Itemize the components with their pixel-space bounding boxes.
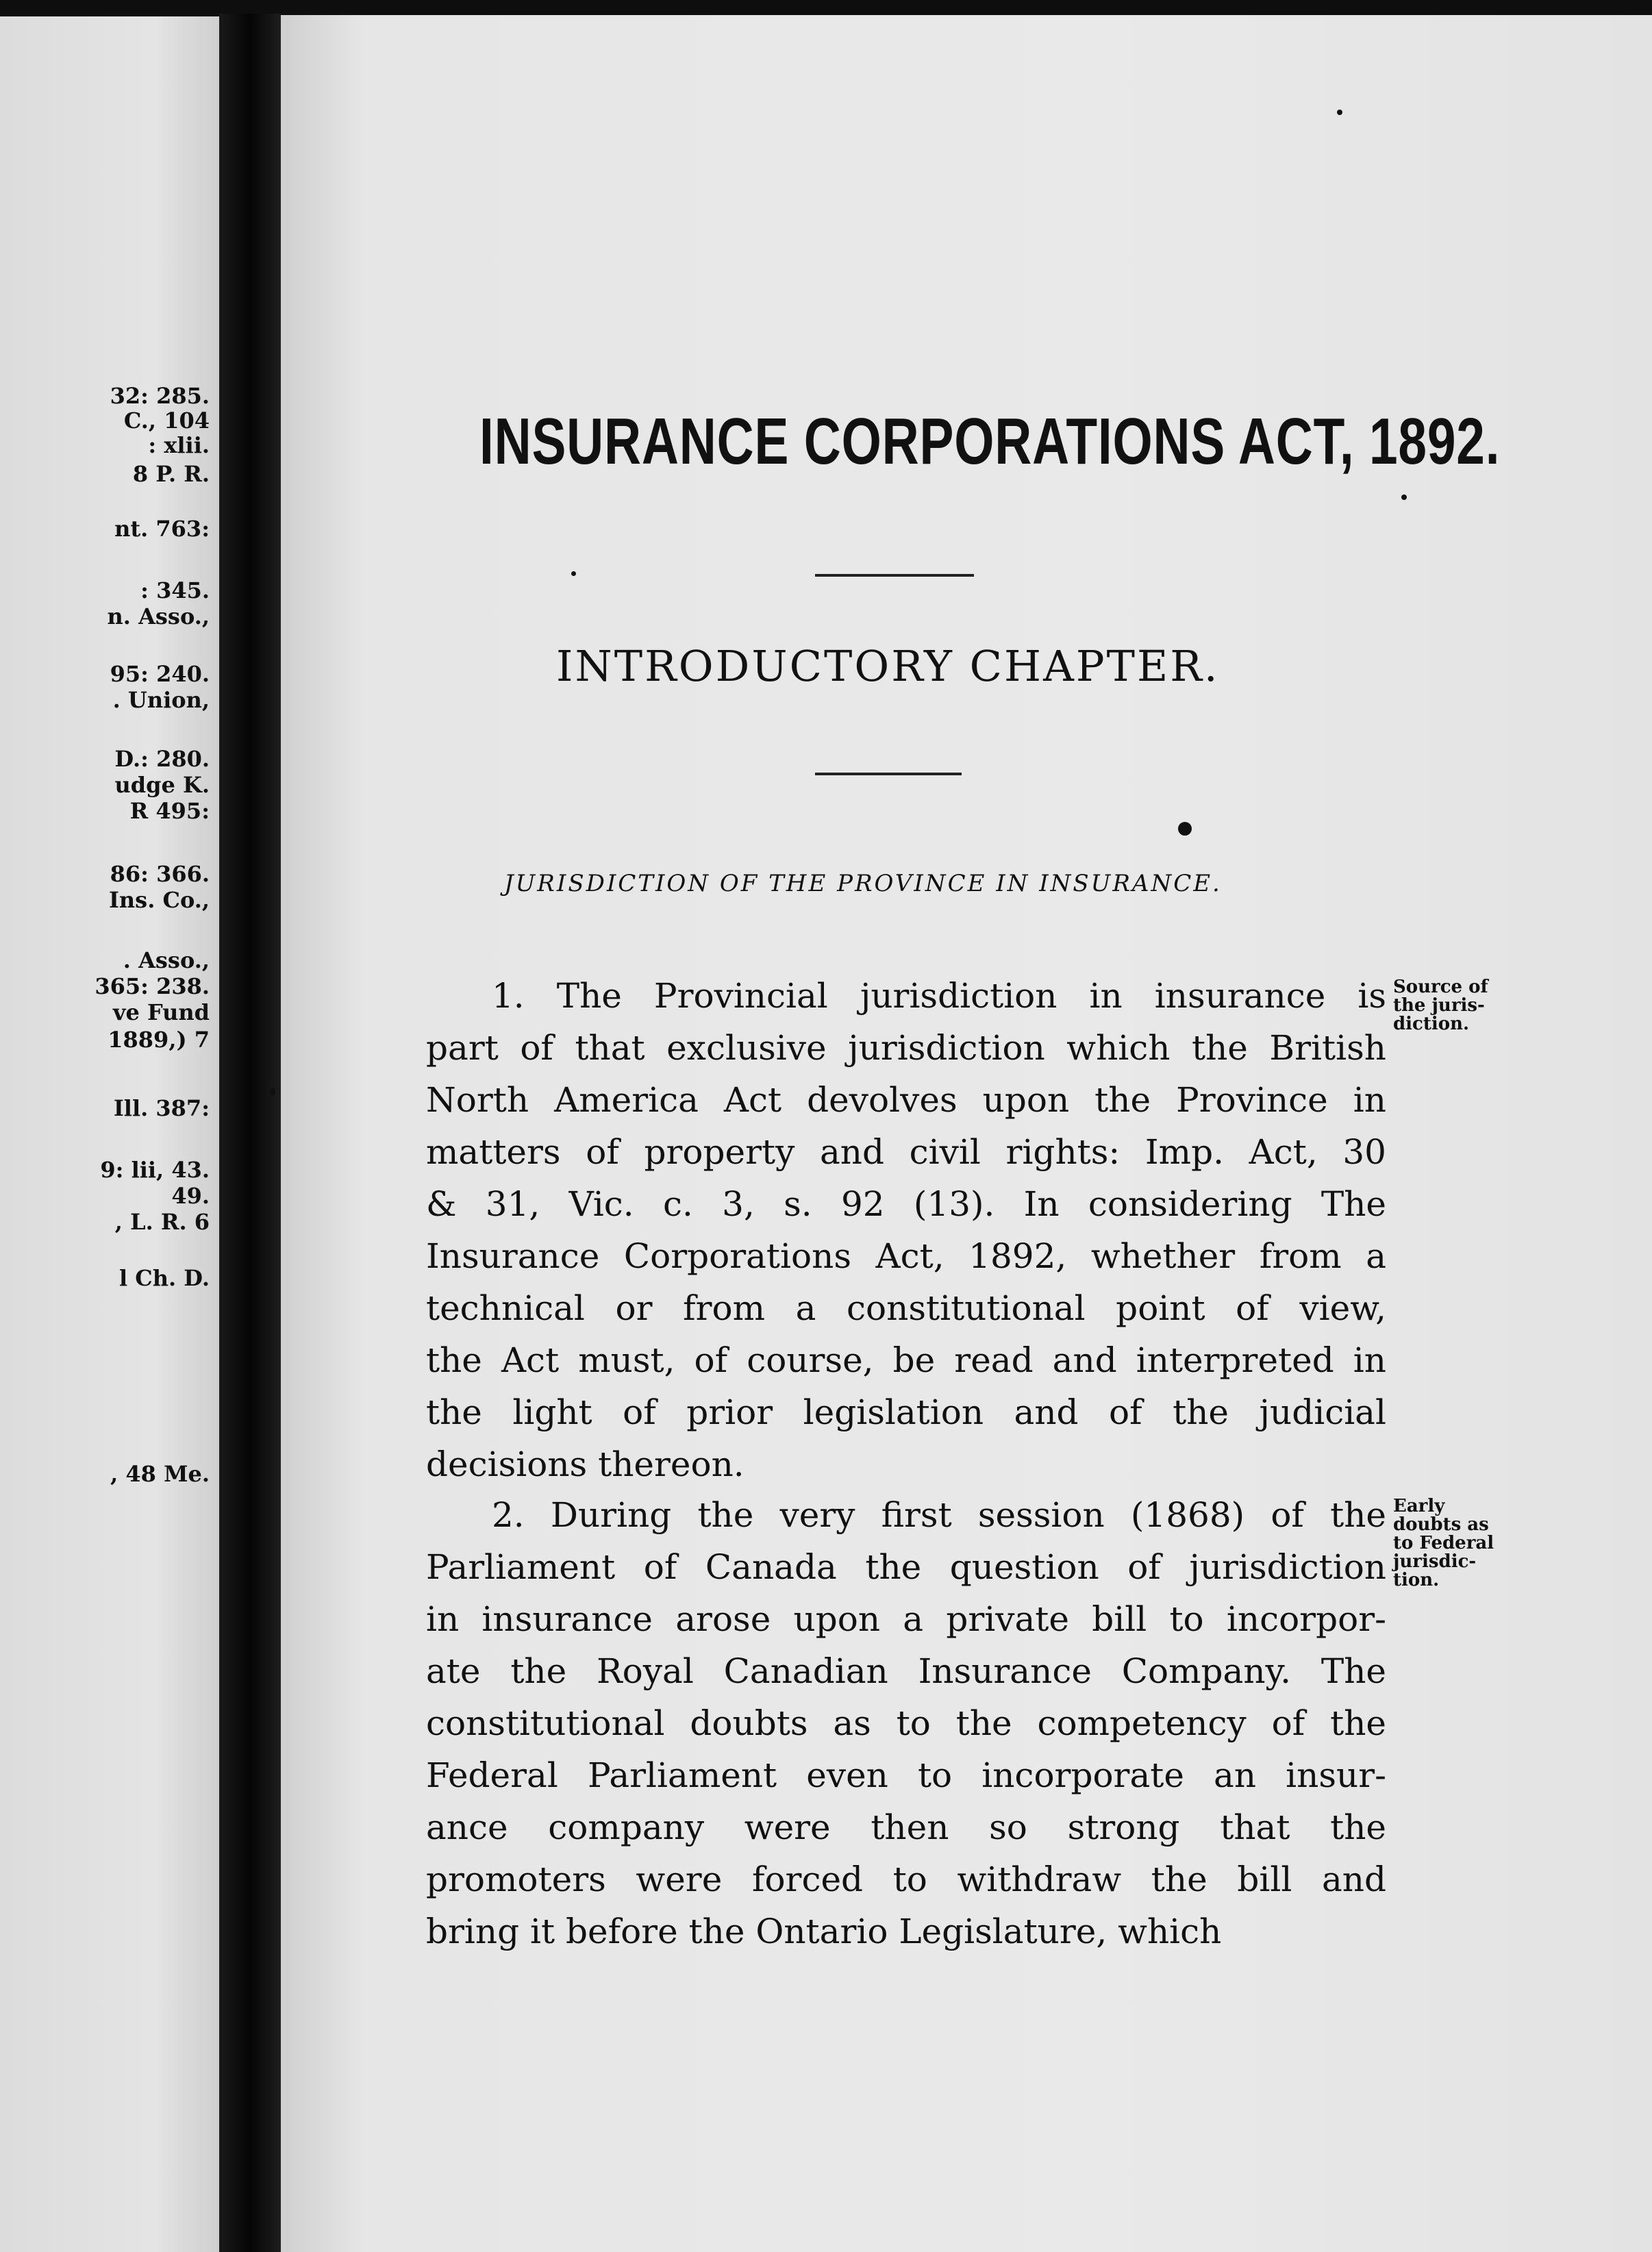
left-page-margin-line: , L. R. 6: [114, 1210, 210, 1234]
paragraph-line: in insurance arose upon a private bill to incorpor-: [426, 1599, 1386, 1639]
left-page-margin-line: C., 104: [123, 408, 210, 433]
left-page-margin-line: 365: 238.: [95, 974, 210, 999]
paragraph-line: 2. During the very first session (1868) of the: [492, 1495, 1386, 1535]
paragraph-line: ance company were then so strong that the: [426, 1807, 1386, 1847]
paragraph-line: decisions thereon.: [426, 1444, 744, 1484]
left-page-margin-line: Ill. 387:: [113, 1096, 210, 1121]
paragraph-line: part of that exclusive jurisdiction which the British: [426, 1028, 1386, 1068]
left-page-margin-line: nt. 763:: [114, 516, 210, 541]
paragraph-line: promoters were forced to withdraw the bill and: [426, 1860, 1386, 1899]
left-page-margin-line: 49.: [171, 1184, 210, 1208]
left-page-margin-line: 95: 240.: [110, 662, 210, 686]
left-page-margin-line: . Union,: [112, 688, 210, 712]
title-divider: [815, 574, 974, 577]
left-page-margin-line: , 48 Me.: [110, 1462, 210, 1486]
paragraph-line: the Act must, of course, be read and interpreted in: [426, 1340, 1386, 1380]
left-page-margin-line: 32: 285.: [110, 384, 210, 408]
paragraph-line: technical or from a constitutional point of view,: [426, 1288, 1386, 1328]
left-page: [0, 16, 219, 2252]
left-page-margin-line: Ins. Co.,: [108, 888, 210, 912]
left-page-margin-line: 1889,) 7: [108, 1027, 210, 1052]
paragraph-line: Insurance Corporations Act, 1892, whether from a: [426, 1236, 1386, 1276]
side-note-line: the juris-: [1393, 995, 1485, 1016]
left-page-margin-line: 8 P. R.: [132, 462, 210, 486]
ink-speck: [1337, 110, 1342, 115]
paragraph-line: & 31, Vic. c. 3, s. 92 (13). In considering The: [426, 1184, 1386, 1224]
left-page-margin-line: : xlii.: [148, 433, 210, 458]
left-page-margin-line: . Asso.,: [123, 948, 210, 973]
paragraph-line: North America Act devolves upon the Province in: [426, 1080, 1386, 1120]
ink-speck: [1178, 822, 1192, 836]
paragraph-line: the light of prior legislation and of the judicial: [426, 1392, 1386, 1432]
ink-speck: [270, 1088, 275, 1096]
ink-speck: [571, 571, 576, 576]
chapter-divider: [815, 773, 962, 775]
side-note-line: jurisdic-: [1393, 1551, 1477, 1572]
side-note-line: Source of: [1393, 977, 1488, 997]
left-page-margin-line: 86: 366.: [110, 862, 210, 886]
left-page-margin-line: l Ch. D.: [118, 1266, 210, 1290]
chapter-heading: INTRODUCTORY CHAPTER.: [556, 641, 1220, 691]
side-note-line: tion.: [1393, 1570, 1440, 1590]
act-title: INSURANCE CORPORATIONS ACT, 1892.: [479, 405, 1501, 478]
left-page-margin-line: 9: lii, 43.: [100, 1158, 210, 1182]
left-page-margin-line: udge K.: [114, 773, 210, 797]
left-page-margin-line: D.: 280.: [114, 747, 210, 771]
paragraph-line: ate the Royal Canadian Insurance Company. The: [426, 1651, 1386, 1691]
paragraph-line: 1. The Provincial jurisdiction in insurance is: [492, 976, 1386, 1016]
paragraph-line: bring it before the Ontario Legislature, which: [426, 1912, 1222, 1951]
left-page-margin-line: R 495:: [129, 799, 210, 823]
paragraph-line: constitutional doubts as to the competency of the: [426, 1703, 1386, 1743]
ink-speck: [1401, 495, 1407, 500]
paragraph-line: Parliament of Canada the question of jurisdiction: [426, 1547, 1386, 1587]
side-note-line: diction.: [1393, 1014, 1470, 1034]
side-note-line: doubts as: [1393, 1514, 1489, 1535]
paragraph-line: Federal Parliament even to incorporate an insur-: [426, 1755, 1386, 1795]
paragraph-line: matters of property and civil rights: Imp. Act, 30: [426, 1132, 1386, 1172]
book-gutter: [219, 14, 281, 2252]
side-note-line: to Federal: [1393, 1533, 1494, 1553]
left-page-margin-line: ve Fund: [112, 1000, 210, 1025]
left-page-margin-line: n. Asso.,: [107, 604, 210, 629]
side-note-line: Early: [1393, 1496, 1445, 1516]
section-heading: JURISDICTION OF THE PROVINCE IN INSURANCE.: [504, 870, 1222, 897]
left-page-margin-line: : 345.: [140, 578, 210, 603]
